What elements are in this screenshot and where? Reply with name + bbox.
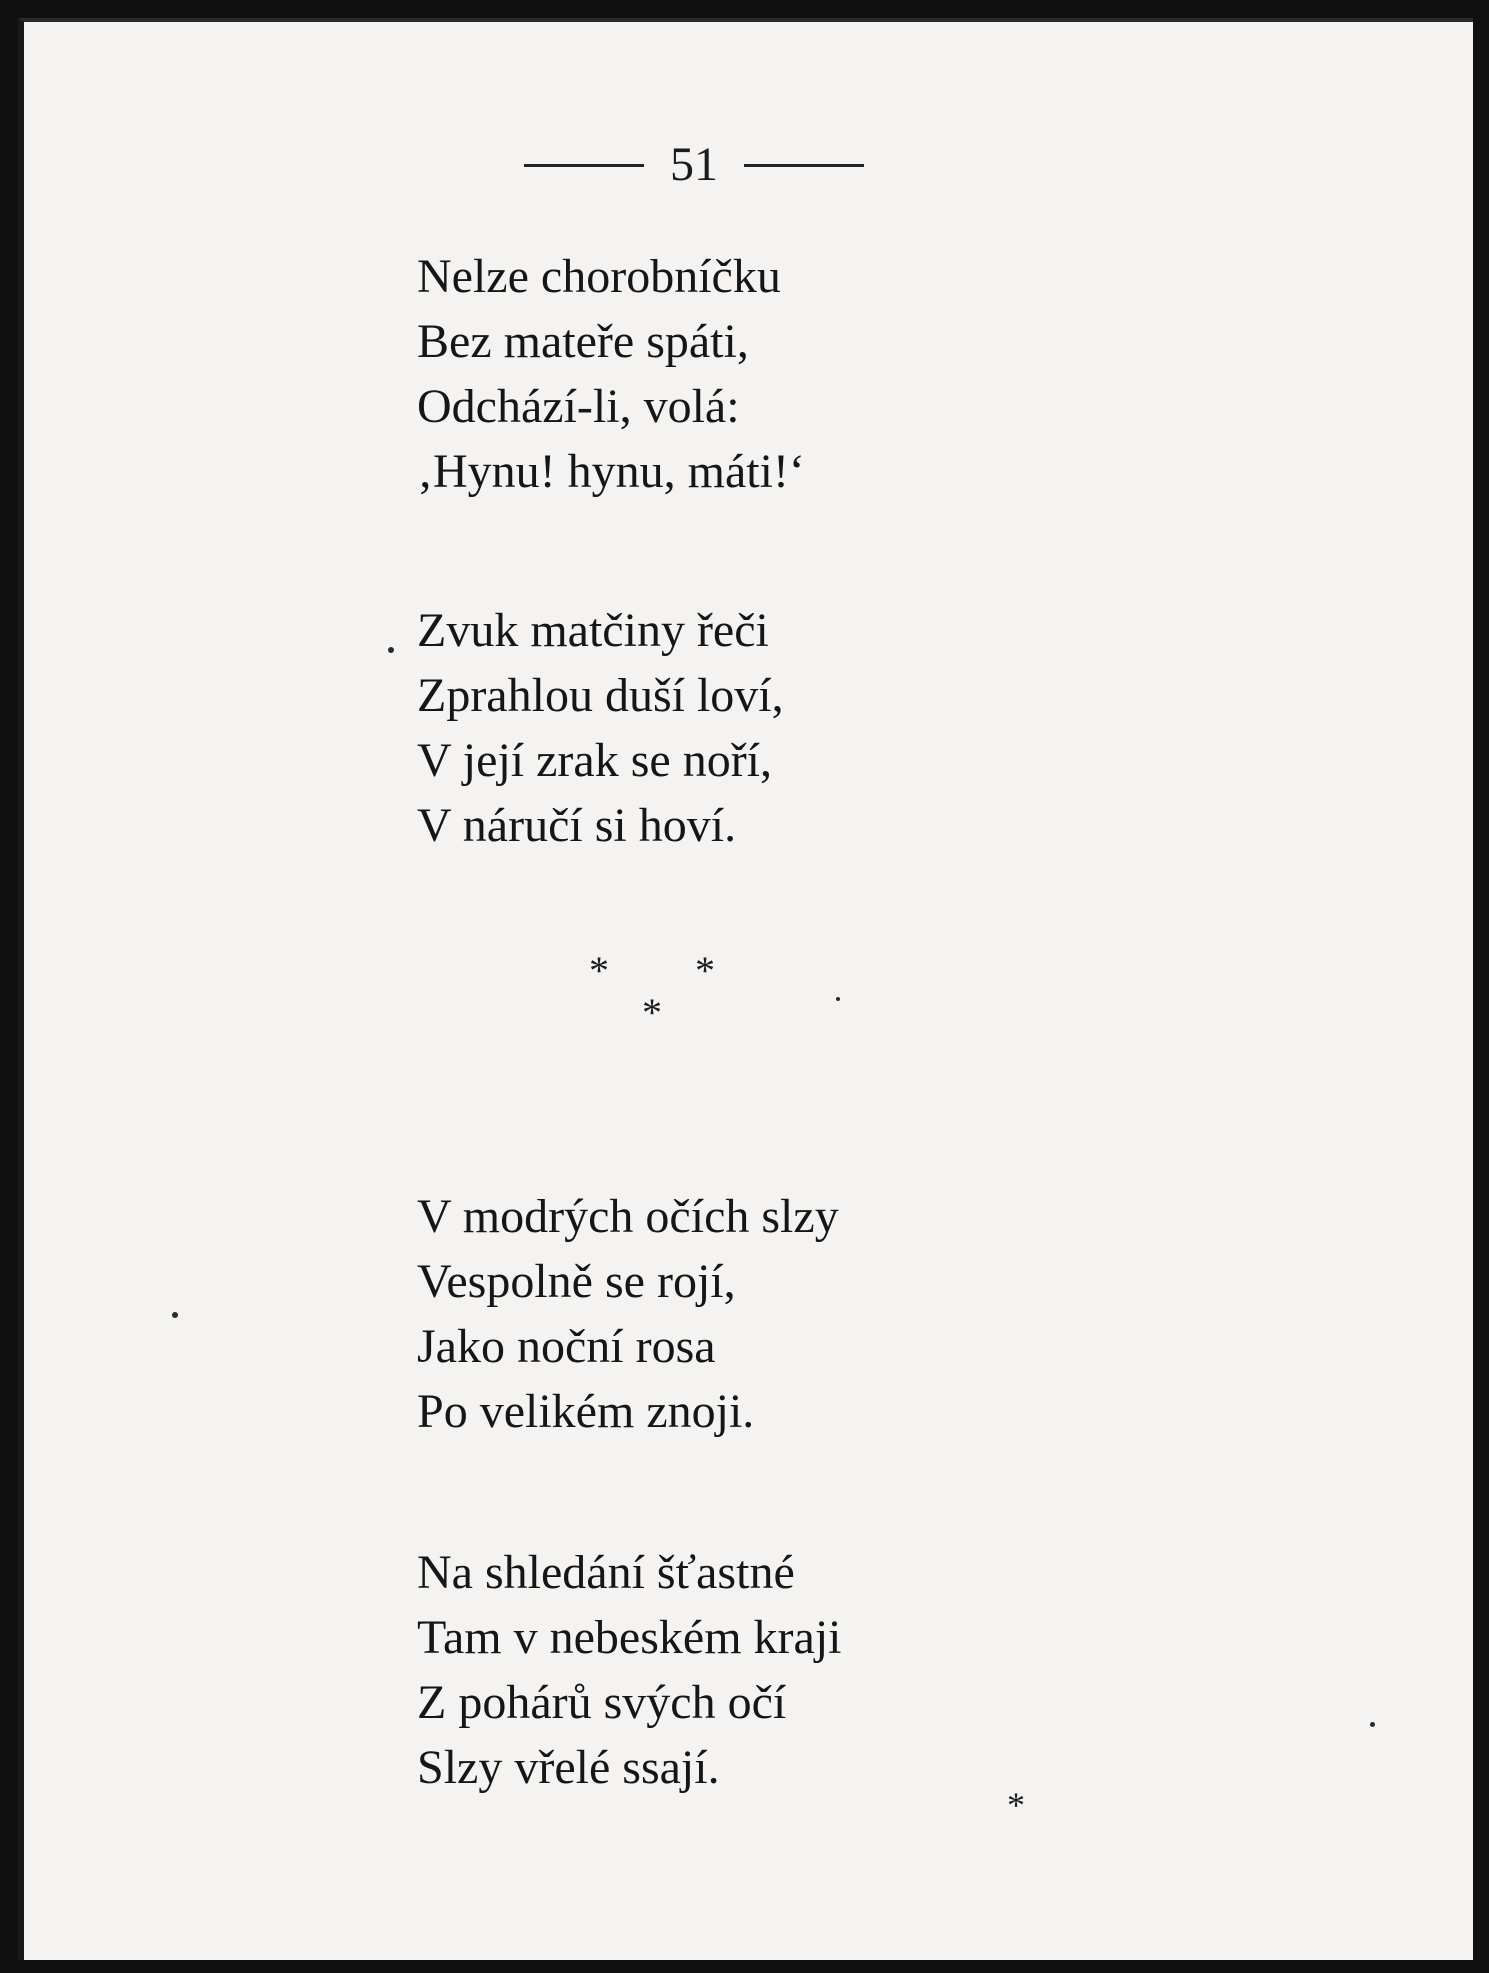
stanza-2 (417, 598, 784, 858)
verse-line: V náručí si hoví. (417, 799, 737, 852)
verse-line: Jako noční rosa (417, 1320, 716, 1373)
verse-line: Na shledání šťastné (417, 1546, 795, 1599)
print-speck (388, 647, 394, 653)
verse-line: Odchází-li, volá: (417, 380, 740, 433)
verse-line: Zprahlou duší loví, (417, 669, 784, 722)
signature-mark: * (1007, 1785, 1025, 1825)
stanza-4 (417, 1540, 842, 1800)
asterisk-mark: * (589, 948, 609, 993)
header-rule-right (744, 164, 864, 167)
print-speck (836, 997, 840, 1001)
verse-line: Vespolně se rojí, (417, 1255, 736, 1308)
verse-line: Tam v nebeském kraji (417, 1611, 842, 1664)
book-page (18, 18, 1473, 1960)
verse-line: Po velikém znoji. (417, 1385, 755, 1438)
stanza-1 (417, 244, 805, 504)
verse-line: Slzy vřelé ssají. (417, 1741, 720, 1794)
page-number: 51 (670, 138, 718, 191)
stanza-3 (417, 1184, 839, 1444)
verse-line: Zvuk matčiny řeči (417, 604, 769, 657)
print-speck (1370, 1722, 1375, 1727)
print-speck (172, 1312, 178, 1318)
verse-line: Bez mateře spáti, (417, 315, 749, 368)
verse-line: V její zrak se noří, (417, 734, 773, 787)
asterisk-mark: * (695, 948, 715, 993)
asterisk-mark: * (642, 990, 662, 1035)
section-asterism (579, 947, 749, 1037)
verse-line: ‚Hynu! hynu, máti!‘ (417, 445, 805, 498)
header-rule-left (524, 164, 644, 167)
verse-line: V modrých očích slzy (417, 1190, 839, 1243)
page-header (484, 130, 904, 200)
verse-line: Z pohárů svých očí (417, 1676, 787, 1729)
verse-line: Nelze chorobníčku (417, 250, 781, 303)
